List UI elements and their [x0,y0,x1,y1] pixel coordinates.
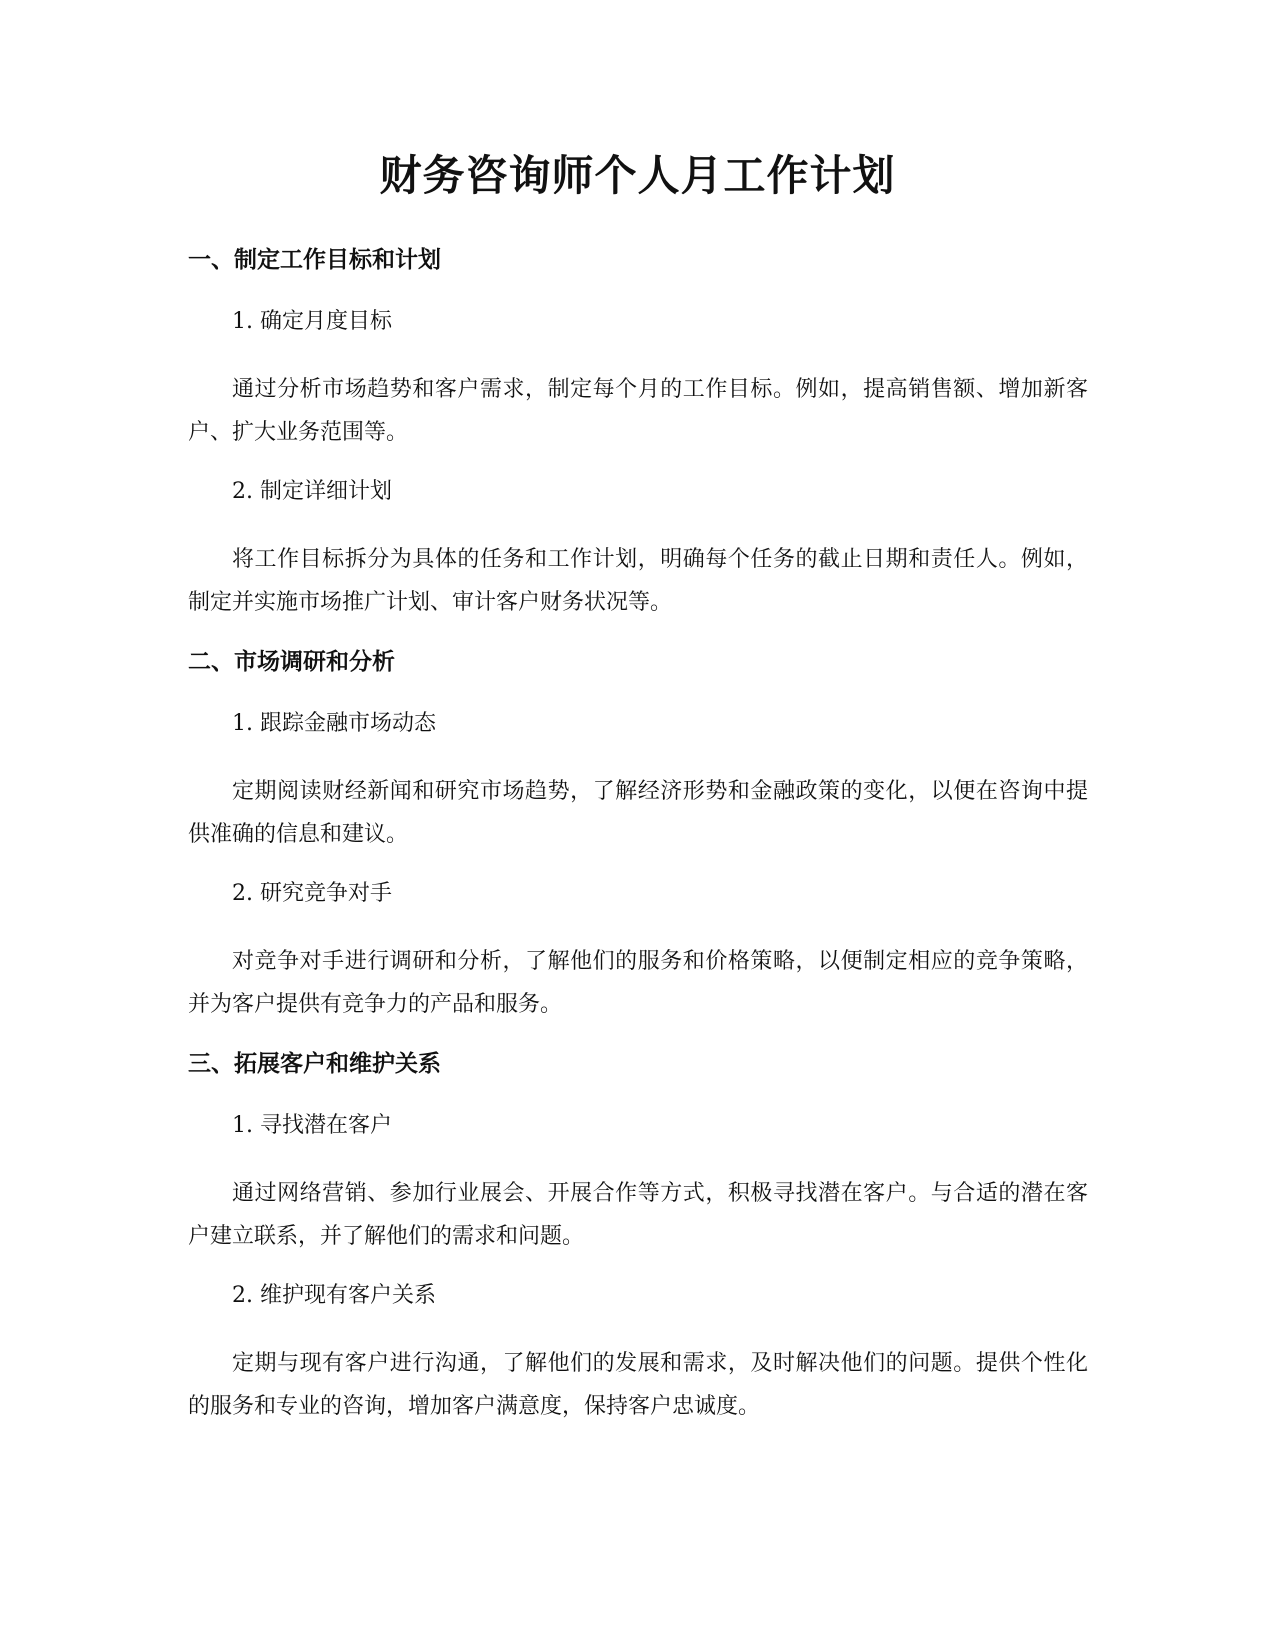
section-heading: 一、制定工作目标和计划 [188,247,441,273]
body-paragraph: 对竞争对手进行调研和分析，了解他们的服务和价格策略，以便制定相应的竞争策略，并为客户提供有竞争力的产品和服务。 [188,949,1088,1017]
section-work-goals [188,244,1088,624]
body-paragraph: 通过网络营销、参加行业展会、开展合作等方式，积极寻找潜在客户。与合适的潜在客户建立联系，并了解他们的需求和问题。 [188,1181,1088,1249]
subsection-heading: 1. 跟踪金融市场动态 [232,711,436,736]
section-client-relations [188,1048,1088,1428]
document-body [188,244,1088,1450]
body-paragraph: 定期阅读财经新闻和研究市场趋势，了解经济形势和金融政策的变化，以便在咨询中提供准确的信息和建议。 [188,779,1088,847]
subsection-heading: 2. 制定详细计划 [232,479,392,504]
subsection-heading: 2. 研究竞争对手 [232,881,392,906]
body-paragraph: 定期与现有客户进行沟通，了解他们的发展和需求，及时解决他们的问题。提供个性化的服务和专业的咨询，增加客户满意度，保持客户忠诚度。 [188,1351,1088,1419]
section-heading: 二、市场调研和分析 [188,649,395,675]
subsection-heading: 2. 维护现有客户关系 [232,1283,436,1308]
section-market-research [188,646,1088,1026]
subsection-heading: 1. 寻找潜在客户 [232,1113,392,1138]
section-heading: 三、拓展客户和维护关系 [188,1051,441,1077]
subsection-heading: 1. 确定月度目标 [232,309,392,334]
body-paragraph: 通过分析市场趋势和客户需求，制定每个月的工作目标。例如，提高销售额、增加新客户、扩大业务范围等。 [188,377,1088,445]
document-title: 财务咨询师个人月工作计划 [379,151,896,200]
body-paragraph: 将工作目标拆分为具体的任务和工作计划，明确每个任务的截止日期和责任人。例如，制定并实施市场推广计划、审计客户财务状况等。 [188,547,1088,615]
